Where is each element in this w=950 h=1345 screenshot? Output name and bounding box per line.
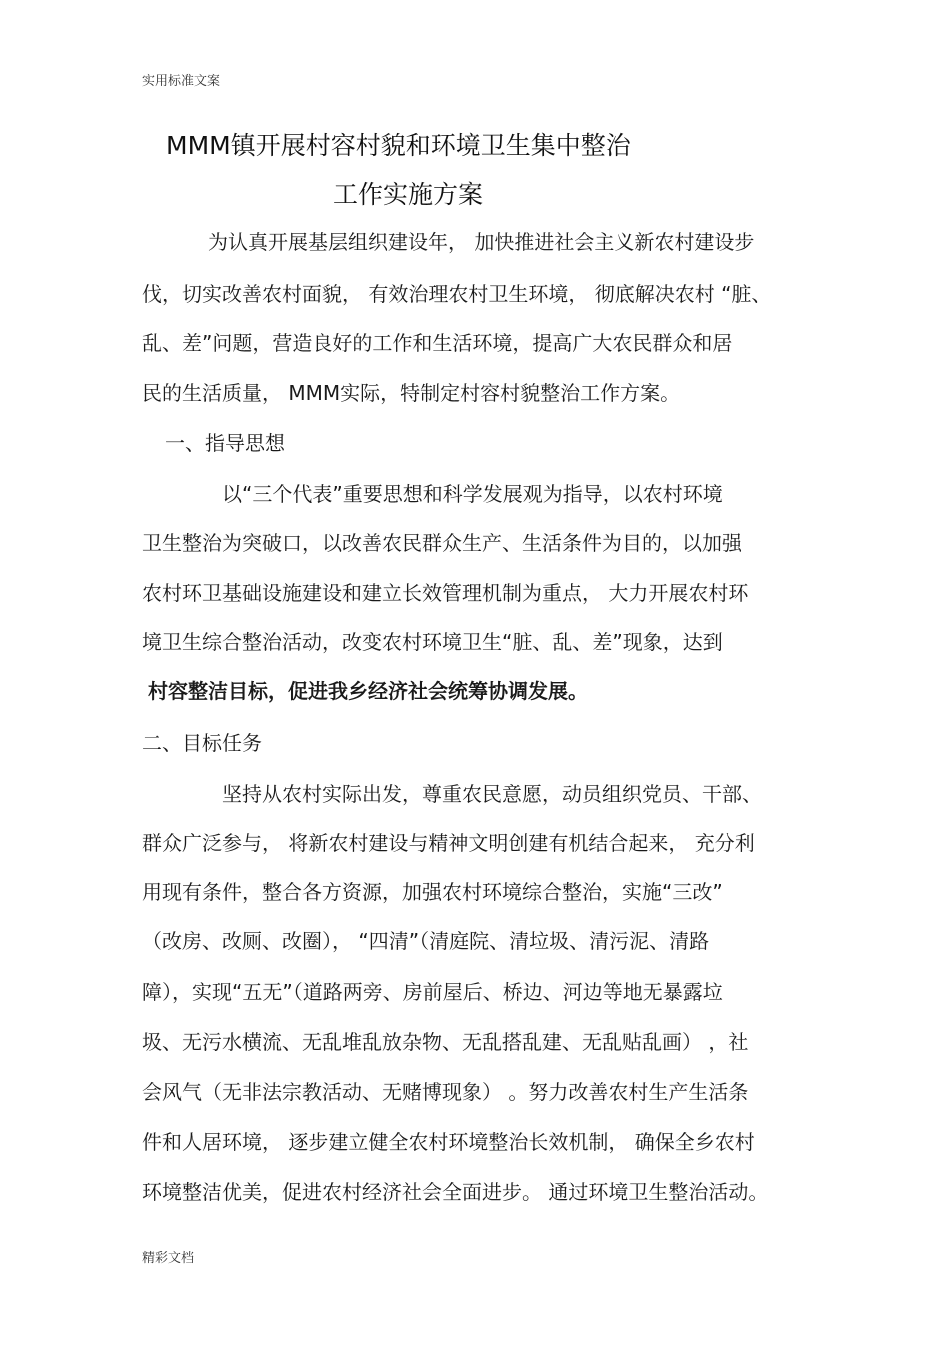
intro-line-4: 民的生活质量， MMM实际，特制定村容村貌整治工作方案。	[142, 381, 681, 405]
section-2-line-1: 坚持从农村实际出发，尊重农民意愿，动员组织党员、干部、	[222, 782, 762, 806]
section-2-line-4: （改房、改厕、改圈）， “四清”（清庭院、清垃圾、清污泥、清路	[142, 929, 710, 953]
page-header: 实用标准文案	[142, 74, 221, 89]
section-2-heading: 二、目标任务	[142, 731, 262, 755]
intro-line-3: 乱、差”问题，营造良好的工作和生活环境，提高广大农民群众和居	[142, 331, 733, 355]
title-line-1: MMM镇开展村容村貌和环境卫生集中整治	[166, 131, 631, 160]
section-2-line-7: 会风气（无非法宗教活动、无赌博现象） 。努力改善农村生产生活条	[142, 1080, 749, 1104]
intro-line-1: 为认真开展基层组织建设年， 加快推进社会主义新农村建设步	[208, 230, 755, 254]
section-2-line-6: 圾、无污水横流、无乱堆乱放杂物、无乱搭乱建、无乱贴乱画） ，社	[142, 1030, 749, 1054]
section-2-line-8: 件和人居环境， 逐步建立健全农村环境整治长效机制， 确保全乡农村	[142, 1130, 755, 1154]
section-1-line-3: 农村环卫基础设施建设和建立长效管理机制为重点， 大力开展农村环	[142, 581, 749, 605]
section-1-line-5: 村容整洁目标，促进我乡经济社会统筹协调发展。	[148, 679, 588, 703]
section-2-line-9: 环境整洁优美，促进农村经济社会全面进步。 通过环境卫生整治活动。	[142, 1180, 769, 1204]
section-1-line-4: 境卫生综合整治活动，改变农村环境卫生“脏、乱、差”现象，达到	[142, 630, 723, 654]
section-1-heading: 一、指导思想	[165, 431, 285, 455]
intro-line-2: 伐，切实改善农村面貌， 有效治理农村卫生环境， 彻底解决农村 “脏、	[142, 282, 772, 306]
section-2-line-5: 障），实现“五无”（道路两旁、房前屋后、桥边、河边等地无暴露垃	[142, 980, 723, 1004]
title-line-2: 工作实施方案	[333, 180, 484, 209]
section-1-line-2: 卫生整治为突破口，以改善农民群众生产、生活条件为目的，以加强	[142, 531, 742, 555]
section-2-line-3: 用现有条件，整合各方资源，加强农村环境综合整治，实施“三改”	[142, 880, 723, 904]
section-1-line-1: 以“三个代表”重要思想和科学发展观为指导，以农村环境	[222, 482, 723, 506]
page-footer: 精彩文档	[142, 1251, 195, 1266]
section-2-line-2: 群众广泛参与， 将新农村建设与精神文明创建有机结合起来， 充分利	[142, 831, 755, 855]
